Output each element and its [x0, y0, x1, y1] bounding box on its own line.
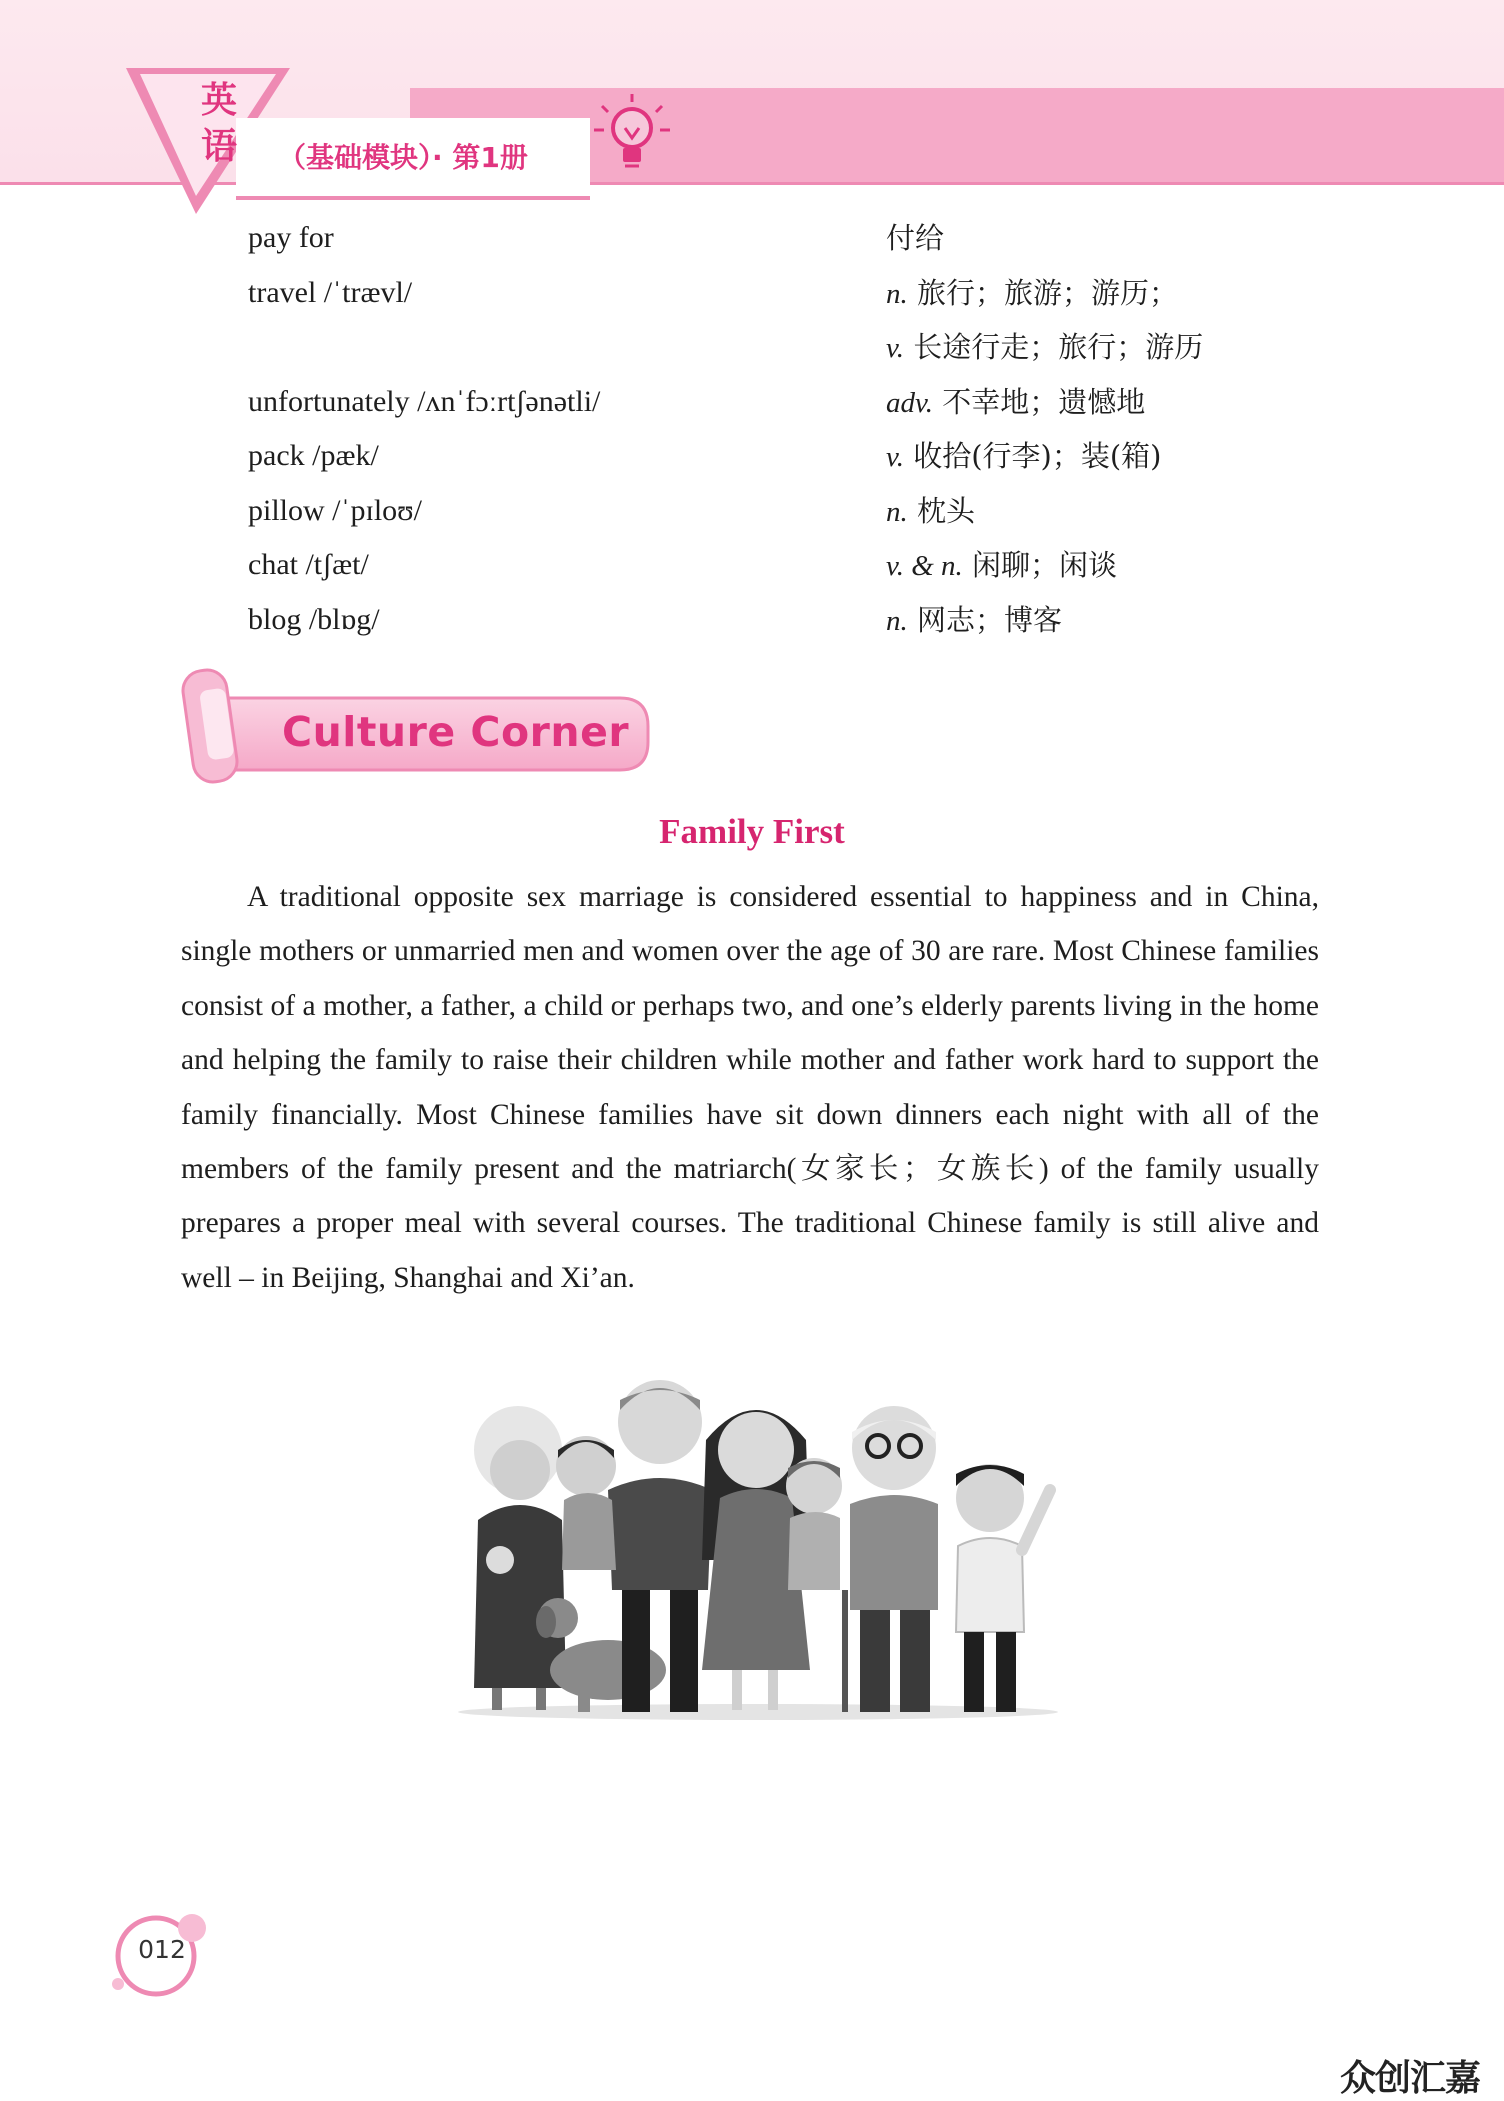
vocab-meaning-text: 网志；博客: [916, 602, 1062, 637]
vocab-row: [248, 214, 1328, 269]
vocab-row: [248, 541, 1328, 596]
vocab-meaning-text: 收拾(行李)；装(箱): [913, 439, 1162, 473]
vocab-meaning-text: 长途行走；旅行；游历: [913, 330, 1204, 364]
vocab-pos: v.: [886, 332, 904, 364]
vocab-meaning-text: 付给: [886, 221, 945, 255]
vocab-pos: n.: [886, 277, 908, 310]
vocab-meaning: [886, 541, 1117, 590]
watermark: 众创汇嘉: [1340, 2058, 1481, 2099]
article-body: A traditional opposite sex marriage is considered essential to happiness and in China, single mothers or unmarried men and women over the age of 30 are rare. Most Chinese families consist of a mother, a father, a child or perhaps two, and one’s elderly parents living in the home and helping the family to raise their children while mother and father work hard to support the family financially. Most Chinese families have sit down dinners each night with all of the members of the family present and the matriarch(女家长；女族长) of the family usually prepares a proper meal with several courses. The traditional Chinese family is still alive and well – in Beijing, Shanghai and Xi’an.: [181, 881, 1319, 1294]
vocab-term: blog /blɒg/: [248, 602, 380, 636]
page-number: 012: [138, 1935, 186, 1964]
grandfather-figure: [842, 1406, 938, 1712]
vocab-row: [248, 269, 1328, 324]
vocabulary-list: [248, 214, 1328, 650]
vocab-row: [248, 596, 1328, 651]
vocab-meaning: [886, 269, 1178, 318]
vocab-term: pay for: [248, 221, 334, 254]
page-header: [0, 0, 1504, 190]
vocab-pos: v.: [886, 441, 904, 473]
vocab-meaning-text: 枕头: [916, 493, 975, 528]
vocab-meaning: [886, 323, 1203, 372]
vocab-row: [248, 487, 1328, 542]
vocab-meaning: [886, 378, 1145, 427]
vocab-pos: n.: [886, 495, 908, 528]
family-illustration: [438, 1370, 1078, 1720]
vocab-meaning-text: 闲聊；闲谈: [972, 548, 1118, 582]
vocab-meaning-text: 旅行；旅游；游历；: [916, 275, 1178, 310]
vocab-term: pack /pæk/: [248, 439, 379, 472]
culture-corner-label: Culture Corner: [282, 708, 630, 756]
lightbulb-icon: [592, 92, 672, 182]
vocab-term: unfortunately /ʌnˈfɔːrtʃənətli/: [248, 384, 601, 418]
header-volume-title: （基础模块）· 第1册: [278, 141, 528, 174]
vocab-pos: v. & n.: [886, 550, 963, 582]
boy-figure: [956, 1464, 1050, 1712]
header-subject: 英语: [200, 80, 237, 167]
vocab-pos: n.: [886, 604, 908, 637]
vocab-meaning: [886, 487, 975, 536]
mother-figure: [702, 1410, 842, 1710]
vocab-meaning: [886, 214, 944, 262]
vocab-row: [248, 432, 1328, 487]
vocab-row: [248, 323, 1328, 378]
vocab-row: [248, 378, 1328, 433]
vocab-meaning: [886, 596, 1062, 645]
vocab-term: pillow /ˈpɪloʊ/: [248, 493, 422, 527]
vocab-meaning-text: 不幸地；遗憾地: [942, 384, 1146, 419]
vocab-meaning: [886, 432, 1161, 481]
article-title: Family First: [659, 812, 845, 851]
vocab-term: travel /ˈtrævl/: [248, 275, 413, 309]
vocab-term: chat /tʃæt/: [248, 548, 369, 581]
vocab-pos: adv.: [886, 386, 933, 419]
